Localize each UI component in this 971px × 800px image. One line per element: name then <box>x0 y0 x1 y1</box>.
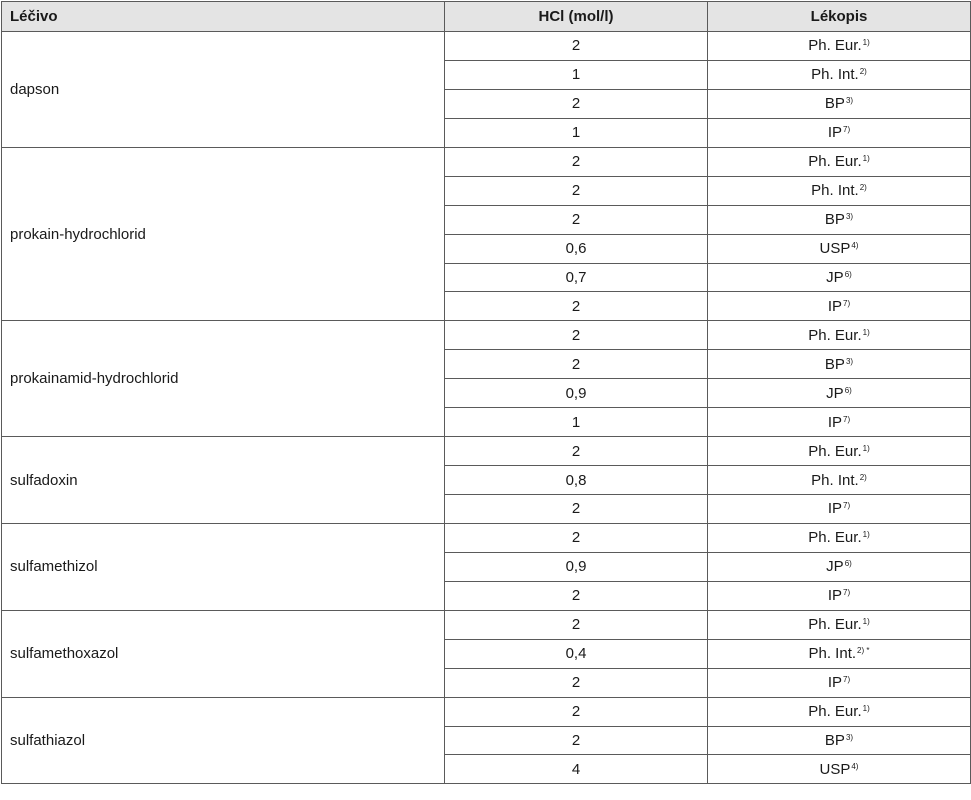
footnote-marker: 2) <box>859 183 867 193</box>
pharmacopoeia-name: Ph. Eur. <box>808 37 862 55</box>
pharmacopoeia-name: IP <box>827 297 843 315</box>
header-pharmacopoeia: Lékopis <box>708 2 971 32</box>
pharmacopoeia-name: IP <box>827 500 843 518</box>
footnote-marker: 2) <box>859 67 867 77</box>
pharmacopoeia-cell <box>708 668 971 697</box>
pharmacopoeia-cell <box>708 350 971 379</box>
footnote-marker: 1) <box>862 704 870 714</box>
pharmacopoeia-name: IP <box>827 413 843 431</box>
pharmacopoeia-name: Ph. Eur. <box>808 153 862 171</box>
hcl-concentration-cell: 2 <box>445 581 708 610</box>
hcl-concentration-cell: 2 <box>445 523 708 552</box>
table-row <box>2 321 971 350</box>
hcl-concentration-cell: 2 <box>445 205 708 234</box>
table-row <box>2 147 971 176</box>
pharmacopoeia-cell <box>708 32 971 61</box>
hcl-concentration-cell: 0,7 <box>445 263 708 292</box>
pharmacopoeia-name: BP <box>824 95 845 113</box>
table-row <box>2 697 971 726</box>
pharmacopoeia-cell <box>708 89 971 118</box>
pharmacopoeia-cell <box>708 60 971 89</box>
pharmacopoeia-cell <box>708 263 971 292</box>
hcl-concentration-cell: 2 <box>445 697 708 726</box>
drug-name-cell: prokainamid-hydrochlorid <box>2 321 445 437</box>
footnote-marker: 3) <box>845 212 854 222</box>
pharmacopoeia-cell <box>708 437 971 466</box>
pharmacopoeia-cell <box>708 610 971 639</box>
footnote-marker: 2) * <box>857 646 870 656</box>
pharmacopoeia-cell <box>708 408 971 437</box>
pharmacopoeia-cell <box>708 581 971 610</box>
hcl-concentration-cell: 4 <box>445 755 708 784</box>
hcl-concentration-cell: 0,8 <box>445 466 708 495</box>
pharmacopoeia-name: BP <box>824 731 845 749</box>
hcl-concentration-cell: 2 <box>445 321 708 350</box>
pharmacopoeia-name: USP <box>819 760 851 778</box>
pharmacopoeia-name: USP <box>819 240 851 258</box>
drug-name-cell: prokain-hydrochlorid <box>2 147 445 321</box>
pharmacopoeia-name: Ph. Int. <box>811 66 859 84</box>
pharmacopoeia-name: IP <box>827 587 843 605</box>
pharmacopoeia-cell <box>708 176 971 205</box>
pharmacopoeia-name: JP <box>826 268 844 286</box>
hcl-concentration-cell: 0,4 <box>445 639 708 668</box>
pharmacopoeia-cell <box>708 379 971 408</box>
table-row <box>2 437 971 466</box>
table-row <box>2 610 971 639</box>
table-row <box>2 32 971 61</box>
pharmacopoeia-name: JP <box>826 384 844 402</box>
pharmacopoeia-cell <box>708 552 971 581</box>
footnote-marker: 1) <box>862 530 870 540</box>
pharmacopoeia-name: BP <box>824 211 845 229</box>
pharmacopoeia-cell <box>708 234 971 263</box>
footnote-marker: 6) <box>844 385 852 395</box>
header-hcl: HCl (mol/l) <box>445 2 708 32</box>
pharmacopoeia-name: IP <box>827 124 843 142</box>
footnote-marker: 4) <box>851 241 859 251</box>
drug-name-cell: sulfamethoxazol <box>2 610 445 697</box>
pharmacopoeia-cell <box>708 523 971 552</box>
pharmacopoeia-table <box>1 1 971 784</box>
hcl-concentration-cell: 0,9 <box>445 379 708 408</box>
hcl-concentration-cell: 0,9 <box>445 552 708 581</box>
hcl-concentration-cell: 2 <box>445 350 708 379</box>
footnote-marker: 2) <box>859 472 867 482</box>
footnote-marker: 7) <box>843 588 851 598</box>
footnote-marker: 7) <box>843 298 851 308</box>
drug-name-cell: dapson <box>2 32 445 148</box>
drug-name-cell: sulfathiazol <box>2 697 445 784</box>
header-drug: Léčivo <box>2 2 445 32</box>
hcl-concentration-cell: 2 <box>445 610 708 639</box>
pharmacopoeia-cell <box>708 466 971 495</box>
hcl-concentration-cell: 2 <box>445 176 708 205</box>
footnote-marker: 1) <box>862 154 870 164</box>
footnote-marker: 1) <box>862 617 870 627</box>
hcl-concentration-cell: 1 <box>445 60 708 89</box>
hcl-concentration-cell: 1 <box>445 118 708 147</box>
pharmacopoeia-cell <box>708 321 971 350</box>
hcl-concentration-cell: 2 <box>445 89 708 118</box>
footnote-marker: 6) <box>844 559 852 569</box>
hcl-concentration-cell: 2 <box>445 437 708 466</box>
pharmacopoeia-name: IP <box>827 674 843 692</box>
table-row <box>2 523 971 552</box>
footnote-marker: 1) <box>862 38 870 48</box>
pharmacopoeia-cell <box>708 697 971 726</box>
drug-name-cell: sulfamethizol <box>2 523 445 610</box>
table-body <box>2 32 971 784</box>
hcl-concentration-cell: 2 <box>445 292 708 321</box>
pharmacopoeia-name: BP <box>824 355 845 373</box>
footnote-marker: 7) <box>843 501 851 511</box>
footnote-marker: 7) <box>843 675 851 685</box>
footnote-marker: 4) <box>851 761 859 771</box>
hcl-concentration-cell: 0,6 <box>445 234 708 263</box>
pharmacopoeia-cell <box>708 495 971 524</box>
pharmacopoeia-cell <box>708 205 971 234</box>
hcl-concentration-cell: 2 <box>445 726 708 755</box>
hcl-concentration-cell: 1 <box>445 408 708 437</box>
pharmacopoeia-name: Ph. Eur. <box>808 442 862 460</box>
pharmacopoeia-name: JP <box>826 558 844 576</box>
footnote-marker: 1) <box>862 443 870 453</box>
pharmacopoeia-cell <box>708 118 971 147</box>
hcl-concentration-cell: 2 <box>445 668 708 697</box>
pharmacopoeia-name: Ph. Eur. <box>808 703 862 721</box>
hcl-concentration-cell: 2 <box>445 495 708 524</box>
pharmacopoeia-name: Ph. Int. <box>808 645 857 663</box>
table-header <box>2 2 971 32</box>
footnote-marker: 6) <box>844 269 852 279</box>
footnote-marker: 3) <box>845 732 854 742</box>
pharmacopoeia-cell <box>708 726 971 755</box>
header-row <box>2 2 971 32</box>
pharmacopoeia-name: Ph. Eur. <box>808 616 862 634</box>
drug-name-cell: sulfadoxin <box>2 437 445 524</box>
pharmacopoeia-cell <box>708 639 971 668</box>
hcl-concentration-cell: 2 <box>445 32 708 61</box>
pharmacopoeia-name: Ph. Int. <box>811 471 859 489</box>
pharmacopoeia-cell <box>708 292 971 321</box>
pharmacopoeia-cell <box>708 147 971 176</box>
pharmacopoeia-cell <box>708 755 971 784</box>
pharmacopoeia-name: Ph. Eur. <box>808 529 862 547</box>
pharmacopoeia-name: Ph. Eur. <box>808 326 862 344</box>
footnote-marker: 3) <box>845 96 854 106</box>
footnote-marker: 3) <box>845 356 854 366</box>
footnote-marker: 7) <box>843 125 851 135</box>
footnote-marker: 1) <box>862 327 870 337</box>
footnote-marker: 7) <box>843 414 851 424</box>
pharmacopoeia-name: Ph. Int. <box>811 182 859 200</box>
hcl-concentration-cell: 2 <box>445 147 708 176</box>
